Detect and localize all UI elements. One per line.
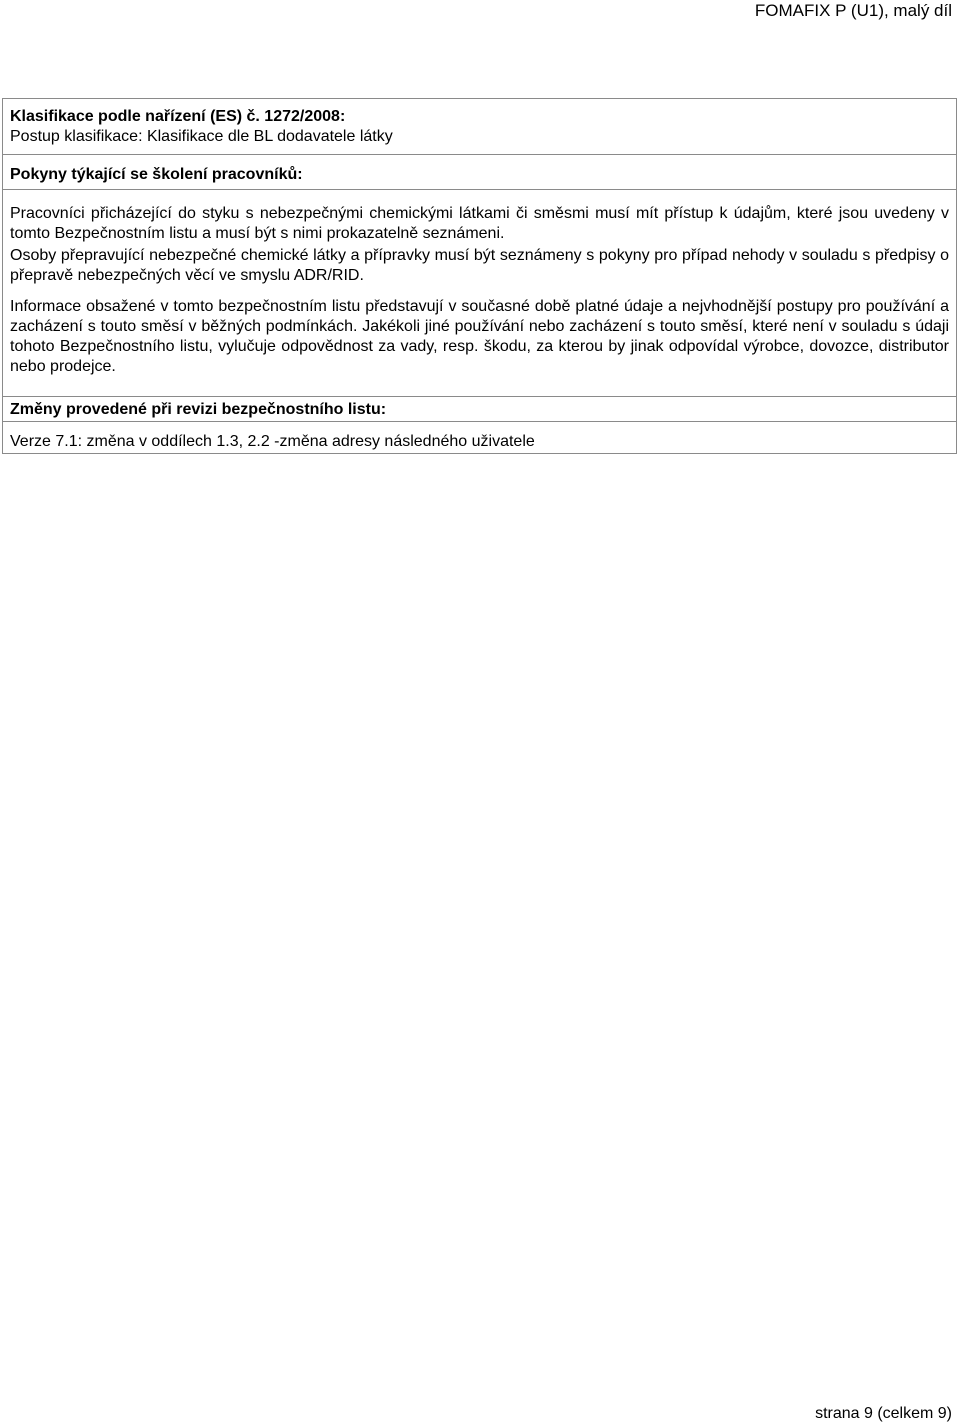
training-heading: Pokyny týkající se školení pracovníků:	[10, 166, 303, 183]
training-body	[10, 204, 949, 377]
revision-change: Verze 7.1: změna v oddílech 1.3, 2.2 -změna adresy následného uživatele	[10, 433, 535, 450]
revision-heading-row	[3, 396, 956, 422]
training-heading-row	[3, 154, 956, 190]
classification-procedure: Postup klasifikace: Klasifikace dle BL dodavatele látky	[10, 128, 393, 145]
page-number: strana 9 (celkem 9)	[815, 1405, 952, 1422]
revision-body-row	[3, 421, 956, 454]
classification-row	[3, 99, 956, 154]
training-paragraph-transport: Osoby přepravující nebezpečné chemické látky a přípravky musí být seznámeny s pokyny pro případ nehody v souladu s předpisy o přepravě nebezpečných věcí ve smyslu ADR/RID.	[10, 247, 949, 284]
revision-heading: Změny provedené při revizi bezpečnostního listu:	[10, 401, 387, 418]
training-paragraph-access: Pracovníci přicházející do styku s nebezpečnými chemickými látkami či směsmi musí mít přístup k údajům, které jsou uvedeny v tomto Bezpečnostním listu a musí být s nimi prokazatelně seznámeni.	[10, 205, 949, 242]
document-header-product: FOMAFIX P (U1), malý díl	[754, 1, 952, 20]
sds-section-frame	[2, 98, 957, 454]
training-paragraph-disclaimer: Informace obsažené v tomto bezpečnostním listu představují v současné době platné údaje a nejvhodnější postupy pro používání a zacházení s touto směsí v běžných podmínkách. Jakékoli jiné používání nebo zacházení s touto směsí, které není v souladu s údaji tohoto Bezpečnostního listu, vylučuje odpovědnost za vady, resp. škodu, za kterou by jinak odpovídal výrobce, dovozce, distributor nebo prodejce.	[10, 298, 949, 375]
training-body-row	[3, 189, 956, 397]
classification-block	[10, 107, 949, 147]
classification-heading: Klasifikace podle nařízení (ES) č. 1272/2008:	[10, 108, 346, 125]
